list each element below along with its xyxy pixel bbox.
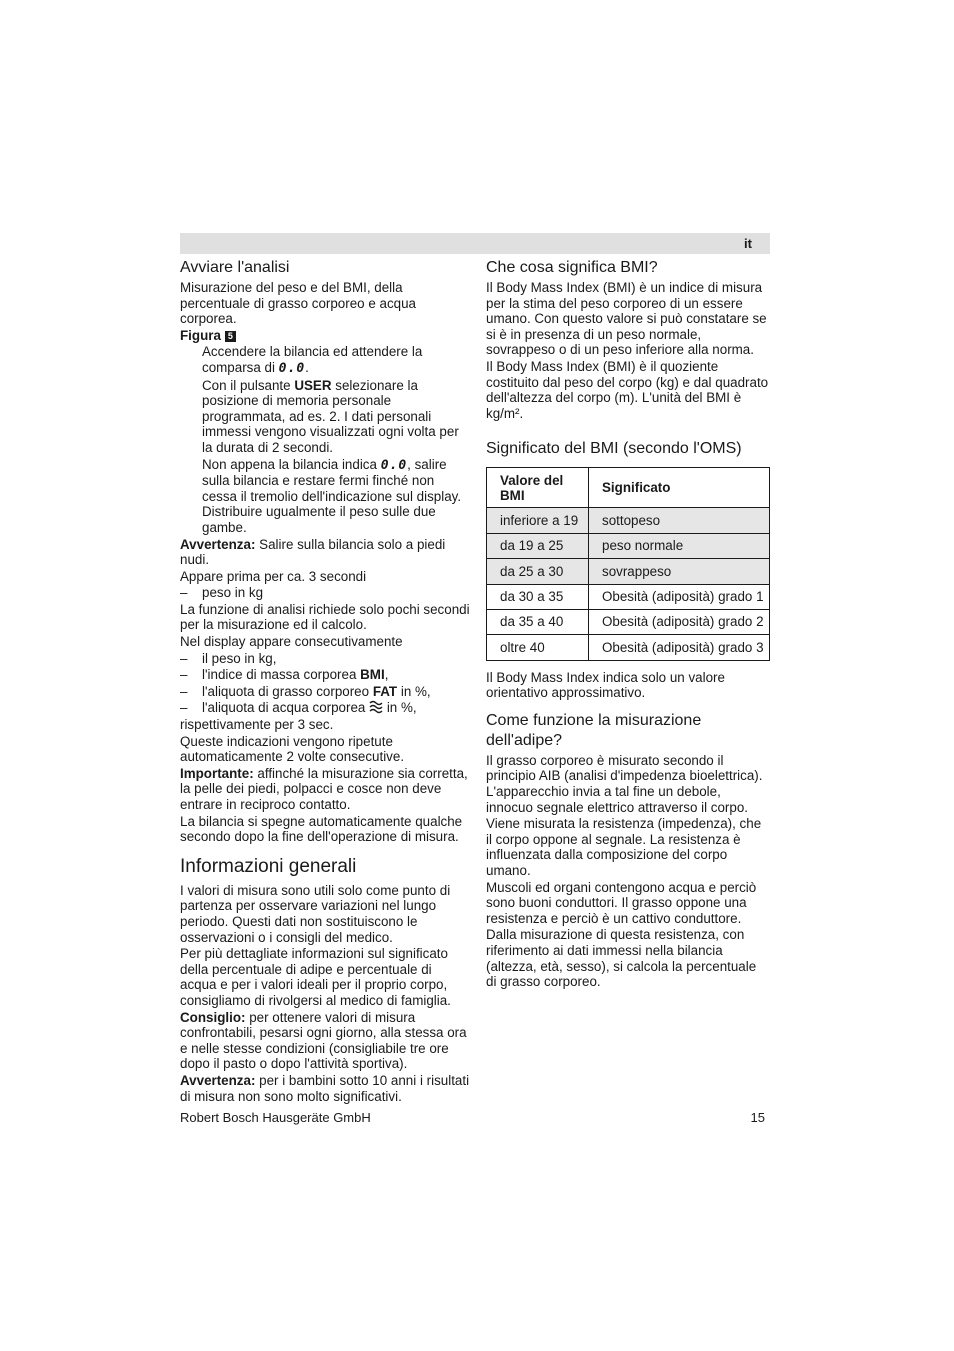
important-text: affinché la misurazione sia corretta, la pelle dei piedi, polpacci e cosce non deve entrare in reciproco contatto. bbox=[180, 765, 468, 812]
adipe-p3: Muscoli ed organi contengono acqua e perciò sono buoni conduttori. Il grasso oppone una resistenza e perciò è un cattivo conduttore. bbox=[486, 879, 757, 926]
table-header-meaning: Significato bbox=[589, 468, 770, 508]
avviare-title: Avviare l'analisi bbox=[180, 259, 290, 276]
list-text: in %, bbox=[400, 683, 431, 699]
bmi-label: BMI bbox=[360, 667, 385, 683]
language-header-bar bbox=[180, 233, 770, 254]
right-column bbox=[486, 258, 770, 991]
water-wave-icon bbox=[369, 700, 383, 714]
table-cell-meaning: Obesità (adiposità) grado 1 bbox=[589, 584, 770, 609]
bmi-p1: Il Body Mass Index (BMI) è un indice di misura per la stima del peso corporeo di un essere umano. Con questo valore si può constatare se si è in presenza di un peso normale, sovrappeso o di un peso inferiore alla norma. bbox=[486, 280, 767, 358]
table-cell-meaning: peso normale bbox=[589, 533, 770, 558]
language-code: it bbox=[744, 236, 752, 251]
table-header-row bbox=[487, 468, 770, 508]
list-item bbox=[180, 684, 470, 700]
table-note: Il Body Mass Index indica solo un valore orientativo approssimativo. bbox=[486, 669, 725, 701]
page-number: 15 bbox=[750, 1110, 765, 1125]
table-cell-value: inferiore a 19 bbox=[487, 508, 589, 533]
spegne-text: La bilancia si spegne automaticamente qualche secondo dopo la fine dell'operazione di misura. bbox=[180, 813, 463, 845]
list-text: in %, bbox=[386, 700, 417, 716]
rispett-text: rispettivamente per 3 sec. bbox=[180, 717, 334, 733]
footer-company: Robert Bosch Hausgeräte GmbH bbox=[180, 1110, 371, 1125]
list-item: – il peso in kg, bbox=[180, 651, 470, 667]
generali-p2: Per più dettagliate informazioni sul significato della percentuale di adipe e percentuale di acqua e per i valori ideali per il proprio corpo, consigliamo di rivolgersi al medico di famiglia. bbox=[180, 946, 451, 1008]
figure-label: Figura bbox=[180, 327, 221, 343]
ripetute-text: Queste indicazioni vengono ripetute automaticamente 2 volte consecutive. bbox=[180, 733, 405, 765]
step-3-text-b: , salire sulla bilancia e restare fermi finché non cessa il tremolio dell'indicazione sul display. Distribuire ugualmente il peso sulle due gambe. bbox=[202, 456, 462, 535]
consiglio-label: Consiglio: bbox=[180, 1009, 246, 1025]
adipe-p2: Viene misurata la resistenza (impedenza), che il corpo oppone al segnale. La resistenza è influenzata dalla composizione del corpo umano. bbox=[486, 816, 762, 879]
warning-children bbox=[180, 1073, 470, 1104]
step-2 bbox=[180, 378, 470, 456]
table-row bbox=[487, 533, 770, 558]
display-segment-icon: 0.0 bbox=[380, 457, 408, 473]
table-cell-meaning: sottopeso bbox=[589, 508, 770, 533]
bmi-table bbox=[486, 467, 770, 660]
step-1-text: Accendere la bilancia ed attendere la comparsa di bbox=[202, 344, 423, 375]
table-row bbox=[487, 559, 770, 584]
table-cell-meaning: Obesità (adiposità) grado 2 bbox=[589, 609, 770, 634]
table-cell-value: da 19 a 25 bbox=[487, 533, 589, 558]
table-row bbox=[487, 584, 770, 609]
table-title: Significato del BMI (secondo l'OMS) bbox=[486, 440, 742, 458]
appare-text: Appare prima per ca. 3 secondi bbox=[180, 568, 367, 584]
funzione-text: La funzione di analisi richiede solo pochi secondi per la misurazione ed il calcolo. bbox=[180, 601, 470, 633]
table-cell-value: oltre 40 bbox=[487, 635, 589, 660]
table-cell-meaning: sovrappeso bbox=[589, 559, 770, 584]
list-item bbox=[180, 667, 470, 683]
list-item: – peso in kg bbox=[180, 585, 470, 601]
warning-label: Avvertenza: bbox=[180, 536, 256, 552]
fat-label: FAT bbox=[372, 683, 398, 699]
warning-label: Avvertenza: bbox=[180, 1072, 256, 1088]
list-text: l'aliquota di acqua corporea bbox=[202, 700, 366, 716]
display-segment-icon: 0.0 bbox=[278, 360, 306, 376]
consiglio-text: per ottenere valori di misura confrontabili, pesarsi ogni giorno, alla stessa ora e nelle stesse condizioni (consigliabile tre ore dopo il pasto o dopo l'attività sportiva). bbox=[180, 1009, 467, 1072]
table-cell-meaning: Obesità (adiposità) grado 3 bbox=[589, 635, 770, 660]
table-header-value: Valore del BMI bbox=[487, 468, 589, 508]
display-text: Nel display appare consecutivamente bbox=[180, 634, 403, 650]
warning-text: Salire sulla bilancia solo a piedi nudi. bbox=[180, 536, 446, 568]
left-column bbox=[180, 258, 470, 1105]
figure-number-badge: 5 bbox=[225, 331, 236, 342]
table-row bbox=[487, 609, 770, 634]
bmi-p2: Il Body Mass Index (BMI) è il quoziente costituito dal peso del corpo (kg) e dal quadrato dell'altezza del corpo (m). L'unità del BMI è kg/m². bbox=[486, 358, 769, 421]
page-footer bbox=[180, 1110, 770, 1125]
table-row bbox=[487, 635, 770, 660]
adipe-p1: Il grasso corporeo è misurato secondo il principio AIB (analisi d'impedenza bioelettrica). L'apparecchio invia a tal fine un debole, innocuo segnale elettrico attraverso il corpo. bbox=[486, 752, 763, 815]
list-text: l'indice di massa corporea bbox=[202, 667, 357, 683]
adipe-title: Come funzione la misurazione dell'adipe? bbox=[486, 711, 702, 749]
table-cell-value: da 30 a 35 bbox=[487, 584, 589, 609]
warning-text: per i bambini sotto 10 anni i risultati di misura non sono molto significativi. bbox=[180, 1072, 470, 1104]
bmi-title: Che cosa significa BMI? bbox=[486, 259, 658, 276]
avviare-intro: Misurazione del peso e del BMI, della percentuale di grasso corporeo e acqua corporea. bbox=[180, 280, 416, 327]
adipe-p4: Dalla misurazione di questa resistenza, con riferimento ai dati immessi nella bilancia (altezza, età, sesso), si calcola la percentuale di grasso corporeo. bbox=[486, 927, 757, 990]
table-row bbox=[487, 508, 770, 533]
step-1-end: . bbox=[305, 359, 309, 375]
warning-barefoot bbox=[180, 537, 470, 568]
list-text: , bbox=[384, 667, 389, 683]
step-3 bbox=[180, 457, 470, 536]
generali-p1: I valori di misura sono utili solo come punto di partenza per osservare variazioni nel lungo periodo. Questi dati non sostituiscono le osservazioni o i consigli del medico. bbox=[180, 882, 451, 945]
important-note bbox=[180, 766, 470, 813]
step-2-text-a: Con il pulsante bbox=[202, 377, 291, 393]
step-1 bbox=[180, 344, 470, 376]
list-text: l'aliquota di grasso corporeo bbox=[202, 683, 370, 699]
important-label: Importante: bbox=[180, 765, 254, 781]
step-3-text-a: Non appena la bilancia indica bbox=[202, 456, 377, 472]
list-item bbox=[180, 700, 470, 716]
table-cell-value: da 35 a 40 bbox=[487, 609, 589, 634]
generali-title: Informazioni generali bbox=[180, 855, 357, 877]
figure-ref bbox=[180, 328, 470, 344]
consiglio-note bbox=[180, 1010, 470, 1072]
table-cell-value: da 25 a 30 bbox=[487, 559, 589, 584]
step-2-text-b: selezionare la posizione di memoria personale programmata, ad es. 2. I dati personali immessi vengono visualizzati ogni volta per la durata di 2 secondi. bbox=[202, 377, 459, 455]
user-key-label: USER bbox=[294, 377, 332, 393]
